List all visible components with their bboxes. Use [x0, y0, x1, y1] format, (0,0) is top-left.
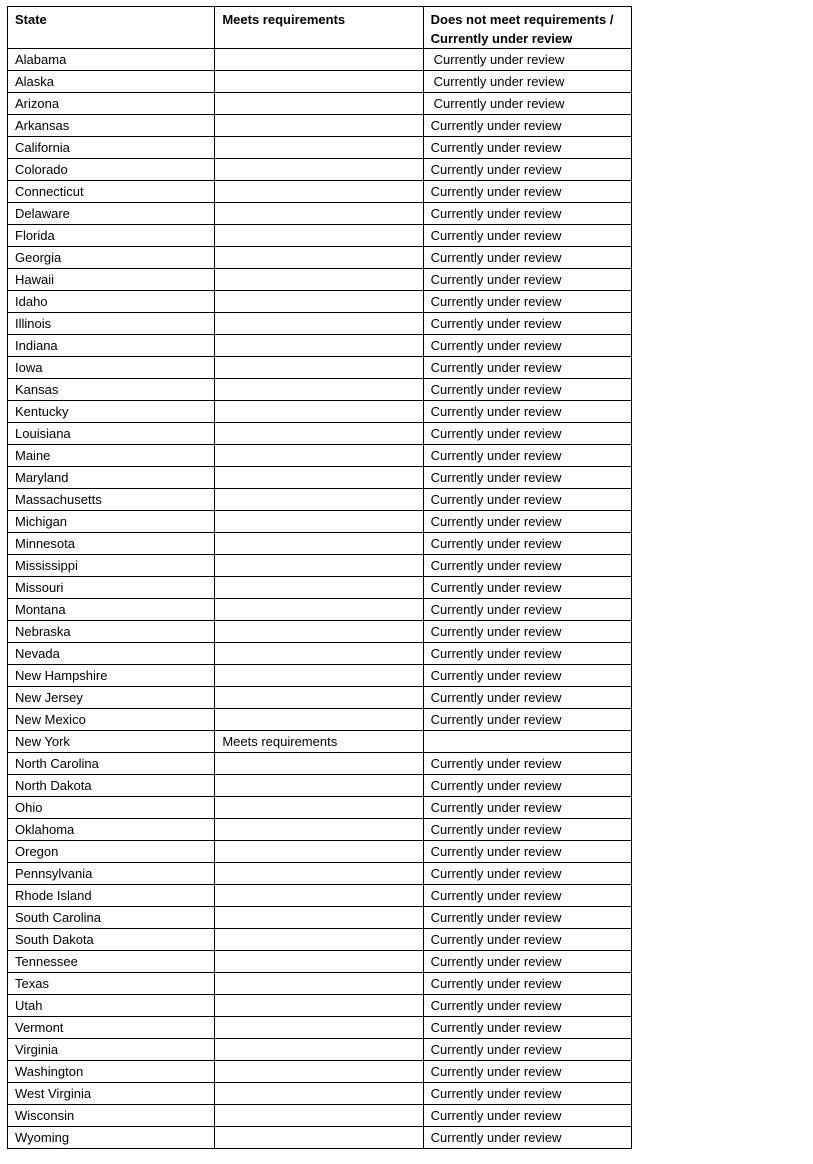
review-status-cell: Currently under review [423, 225, 631, 247]
meets-requirements-cell [215, 269, 423, 291]
table-row [8, 819, 632, 841]
table-row [8, 203, 632, 225]
review-status-cell: Currently under review [423, 137, 631, 159]
meets-requirements-cell [215, 445, 423, 467]
state-cell: Missouri [8, 577, 215, 599]
state-cell: Georgia [8, 247, 215, 269]
meets-requirements-cell [215, 709, 423, 731]
meets-requirements-cell [215, 1127, 423, 1149]
state-requirements-table [7, 6, 632, 1149]
table-row [8, 247, 632, 269]
table-row [8, 1039, 632, 1061]
state-cell: New York [8, 731, 215, 753]
review-status-cell: Currently under review [423, 819, 631, 841]
state-cell: Maine [8, 445, 215, 467]
state-cell: Pennsylvania [8, 863, 215, 885]
state-cell: Utah [8, 995, 215, 1017]
table-row [8, 1127, 632, 1149]
meets-requirements-cell [215, 1105, 423, 1127]
table-row [8, 995, 632, 1017]
review-status-cell: Currently under review [423, 1039, 631, 1061]
table-row [8, 1061, 632, 1083]
review-status-cell: Currently under review [423, 159, 631, 181]
table-row [8, 445, 632, 467]
review-status-cell: Currently under review [423, 577, 631, 599]
state-cell: Florida [8, 225, 215, 247]
state-cell: Minnesota [8, 533, 215, 555]
review-status-cell: Currently under review [423, 467, 631, 489]
table-row [8, 379, 632, 401]
meets-requirements-cell [215, 885, 423, 907]
table-row [8, 621, 632, 643]
review-status-cell: Currently under review [423, 709, 631, 731]
review-status-cell: Currently under review [423, 247, 631, 269]
meets-requirements-cell [215, 159, 423, 181]
table-row [8, 1105, 632, 1127]
meets-requirements-cell [215, 511, 423, 533]
review-status-cell: Currently under review [423, 753, 631, 775]
meets-requirements-cell [215, 973, 423, 995]
state-cell: Massachusetts [8, 489, 215, 511]
meets-requirements-cell [215, 1061, 423, 1083]
state-cell: Vermont [8, 1017, 215, 1039]
meets-requirements-cell [215, 489, 423, 511]
meets-requirements-cell [215, 335, 423, 357]
table-row [8, 115, 632, 137]
meets-requirements-cell [215, 951, 423, 973]
meets-requirements-cell [215, 291, 423, 313]
review-status-cell: Currently under review [423, 775, 631, 797]
review-status-cell: Currently under review [423, 313, 631, 335]
review-status-cell: Currently under review [423, 71, 631, 93]
review-status-cell: Currently under review [423, 995, 631, 1017]
review-status-cell: Currently under review [423, 841, 631, 863]
review-status-cell: Currently under review [423, 621, 631, 643]
review-status-cell: Currently under review [423, 907, 631, 929]
table-row [8, 313, 632, 335]
state-cell: Louisiana [8, 423, 215, 445]
table-row [8, 401, 632, 423]
review-status-cell: Currently under review [423, 885, 631, 907]
table-row [8, 863, 632, 885]
review-status-cell: Currently under review [423, 1017, 631, 1039]
review-status-cell: Currently under review [423, 357, 631, 379]
table-row [8, 1083, 632, 1105]
review-status-cell: Currently under review [423, 863, 631, 885]
table-row [8, 709, 632, 731]
state-cell: Connecticut [8, 181, 215, 203]
review-status-cell: Currently under review [423, 269, 631, 291]
table-row [8, 159, 632, 181]
state-cell: Montana [8, 599, 215, 621]
table-row [8, 357, 632, 379]
meets-requirements-cell [215, 819, 423, 841]
state-cell: Maryland [8, 467, 215, 489]
meets-requirements-cell [215, 753, 423, 775]
meets-requirements-cell [215, 621, 423, 643]
table-row [8, 841, 632, 863]
review-status-cell: Currently under review [423, 1105, 631, 1127]
table-row [8, 577, 632, 599]
review-status-cell: Currently under review [423, 1083, 631, 1105]
meets-requirements-cell [215, 841, 423, 863]
review-status-cell: Currently under review [423, 929, 631, 951]
meets-requirements-cell [215, 687, 423, 709]
table-row [8, 929, 632, 951]
table-row [8, 555, 632, 577]
meets-requirements-cell [215, 1083, 423, 1105]
meets-requirements-cell [215, 863, 423, 885]
meets-requirements-cell [215, 203, 423, 225]
meets-requirements-cell [215, 401, 423, 423]
state-cell: South Dakota [8, 929, 215, 951]
table-row [8, 951, 632, 973]
header-state: State [8, 7, 215, 49]
meets-requirements-cell [215, 995, 423, 1017]
table-row [8, 687, 632, 709]
review-status-cell: Currently under review [423, 951, 631, 973]
meets-requirements-cell [215, 71, 423, 93]
state-cell: Ohio [8, 797, 215, 819]
state-cell: West Virginia [8, 1083, 215, 1105]
table-row [8, 137, 632, 159]
meets-requirements-cell [215, 137, 423, 159]
meets-requirements-cell [215, 775, 423, 797]
review-status-cell [423, 731, 631, 753]
meets-requirements-cell [215, 929, 423, 951]
review-status-cell: Currently under review [423, 1127, 631, 1149]
state-cell: Alabama [8, 49, 215, 71]
table-row [8, 335, 632, 357]
table-row [8, 643, 632, 665]
state-cell: Arizona [8, 93, 215, 115]
header-meets-requirements: Meets requirements [215, 7, 423, 49]
table-row [8, 511, 632, 533]
review-status-cell: Currently under review [423, 1061, 631, 1083]
review-status-cell: Currently under review [423, 401, 631, 423]
state-cell: Wyoming [8, 1127, 215, 1149]
review-status-cell: Currently under review [423, 599, 631, 621]
meets-requirements-cell [215, 577, 423, 599]
state-cell: Idaho [8, 291, 215, 313]
state-cell: Kansas [8, 379, 215, 401]
meets-requirements-cell [215, 599, 423, 621]
meets-requirements-cell [215, 423, 423, 445]
meets-requirements-cell [215, 467, 423, 489]
state-cell: Illinois [8, 313, 215, 335]
meets-requirements-cell [215, 907, 423, 929]
state-cell: Oklahoma [8, 819, 215, 841]
meets-requirements-cell [215, 379, 423, 401]
review-status-cell: Currently under review [423, 291, 631, 313]
review-status-cell: Currently under review [423, 533, 631, 555]
state-cell: Alaska [8, 71, 215, 93]
table-row [8, 885, 632, 907]
state-cell: Rhode Island [8, 885, 215, 907]
state-cell: Michigan [8, 511, 215, 533]
meets-requirements-cell [215, 797, 423, 819]
meets-requirements-cell [215, 533, 423, 555]
state-cell: Mississippi [8, 555, 215, 577]
review-status-cell: Currently under review [423, 643, 631, 665]
meets-requirements-cell [215, 1039, 423, 1061]
review-status-cell: Currently under review [423, 687, 631, 709]
table-row [8, 753, 632, 775]
review-status-cell: Currently under review [423, 335, 631, 357]
table-row [8, 599, 632, 621]
table-row [8, 467, 632, 489]
meets-requirements-cell [215, 93, 423, 115]
table-row [8, 181, 632, 203]
state-cell: Tennessee [8, 951, 215, 973]
state-cell: North Dakota [8, 775, 215, 797]
table-row [8, 489, 632, 511]
state-cell: Hawaii [8, 269, 215, 291]
review-status-cell: Currently under review [423, 93, 631, 115]
table-row [8, 225, 632, 247]
state-cell: New Jersey [8, 687, 215, 709]
state-cell: Kentucky [8, 401, 215, 423]
table-row [8, 49, 632, 71]
table-row [8, 797, 632, 819]
table-row [8, 973, 632, 995]
review-status-cell: Currently under review [423, 203, 631, 225]
meets-requirements-cell [215, 181, 423, 203]
review-status-cell: Currently under review [423, 665, 631, 687]
meets-requirements-cell [215, 49, 423, 71]
review-status-cell: Currently under review [423, 445, 631, 467]
table-row [8, 93, 632, 115]
table-row [8, 731, 632, 753]
state-cell: Oregon [8, 841, 215, 863]
header-row [8, 7, 632, 49]
meets-requirements-cell [215, 115, 423, 137]
table-row [8, 907, 632, 929]
state-cell: South Carolina [8, 907, 215, 929]
state-cell: North Carolina [8, 753, 215, 775]
state-cell: Washington [8, 1061, 215, 1083]
table-row [8, 269, 632, 291]
review-status-cell: Currently under review [423, 797, 631, 819]
header-does-not-meet-requirements: Does not meet requirements / Currently under review [423, 7, 631, 49]
review-status-cell: Currently under review [423, 181, 631, 203]
meets-requirements-cell: Meets requirements [215, 731, 423, 753]
review-status-cell: Currently under review [423, 115, 631, 137]
state-cell: California [8, 137, 215, 159]
state-cell: Indiana [8, 335, 215, 357]
meets-requirements-cell [215, 357, 423, 379]
meets-requirements-cell [215, 555, 423, 577]
review-status-cell: Currently under review [423, 973, 631, 995]
table-row [8, 775, 632, 797]
table-body [8, 49, 632, 1149]
meets-requirements-cell [215, 247, 423, 269]
review-status-cell: Currently under review [423, 49, 631, 71]
table-row [8, 423, 632, 445]
table-header [8, 7, 632, 49]
review-status-cell: Currently under review [423, 511, 631, 533]
state-cell: Nevada [8, 643, 215, 665]
state-cell: Wisconsin [8, 1105, 215, 1127]
state-cell: Iowa [8, 357, 215, 379]
state-cell: New Mexico [8, 709, 215, 731]
state-cell: New Hampshire [8, 665, 215, 687]
meets-requirements-cell [215, 643, 423, 665]
table-row [8, 665, 632, 687]
review-status-cell: Currently under review [423, 423, 631, 445]
meets-requirements-cell [215, 313, 423, 335]
state-cell: Delaware [8, 203, 215, 225]
table-row [8, 533, 632, 555]
state-cell: Virginia [8, 1039, 215, 1061]
state-cell: Colorado [8, 159, 215, 181]
state-cell: Nebraska [8, 621, 215, 643]
state-cell: Arkansas [8, 115, 215, 137]
review-status-cell: Currently under review [423, 379, 631, 401]
table-row [8, 71, 632, 93]
table-row [8, 291, 632, 313]
review-status-cell: Currently under review [423, 489, 631, 511]
table-row [8, 1017, 632, 1039]
meets-requirements-cell [215, 1017, 423, 1039]
state-cell: Texas [8, 973, 215, 995]
meets-requirements-cell [215, 665, 423, 687]
review-status-cell: Currently under review [423, 555, 631, 577]
meets-requirements-cell [215, 225, 423, 247]
